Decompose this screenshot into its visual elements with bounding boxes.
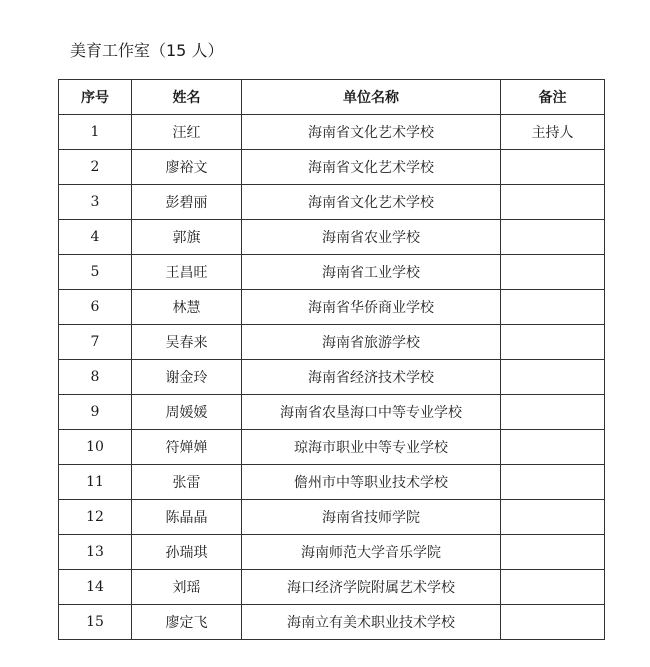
cell-name: 周媛媛 — [132, 395, 242, 430]
cell-serial-number: 10 — [59, 430, 132, 465]
cell-remarks — [501, 430, 605, 465]
cell-serial-number: 5 — [59, 255, 132, 290]
cell-serial-number: 2 — [59, 150, 132, 185]
table-row — [59, 430, 605, 465]
cell-name: 王昌旺 — [132, 255, 242, 290]
table-header-row — [59, 80, 605, 115]
cell-remarks — [501, 360, 605, 395]
cell-remarks — [501, 395, 605, 430]
cell-unit-name: 海南省农业学校 — [242, 220, 501, 255]
cell-remarks — [501, 325, 605, 360]
cell-serial-number: 3 — [59, 185, 132, 220]
table-row — [59, 150, 605, 185]
table-row — [59, 395, 605, 430]
header-unit-name: 单位名称 — [242, 80, 501, 115]
cell-remarks — [501, 500, 605, 535]
member-table — [58, 79, 605, 640]
cell-name: 林慧 — [132, 290, 242, 325]
cell-name: 郭旗 — [132, 220, 242, 255]
cell-remarks — [501, 605, 605, 640]
cell-unit-name: 海口经济学院附属艺术学校 — [242, 570, 501, 605]
cell-name: 彭碧丽 — [132, 185, 242, 220]
cell-remarks — [501, 535, 605, 570]
cell-unit-name: 海南师范大学音乐学院 — [242, 535, 501, 570]
cell-remarks: 主持人 — [501, 115, 605, 150]
cell-name: 廖定飞 — [132, 605, 242, 640]
cell-serial-number: 8 — [59, 360, 132, 395]
cell-remarks — [501, 255, 605, 290]
table-row — [59, 360, 605, 395]
cell-serial-number: 12 — [59, 500, 132, 535]
table-row — [59, 185, 605, 220]
cell-serial-number: 13 — [59, 535, 132, 570]
cell-name: 陈晶晶 — [132, 500, 242, 535]
cell-unit-name: 海南省工业学校 — [242, 255, 501, 290]
table-row — [59, 605, 605, 640]
cell-unit-name: 海南省文化艺术学校 — [242, 150, 501, 185]
cell-serial-number: 15 — [59, 605, 132, 640]
cell-name: 符婵婵 — [132, 430, 242, 465]
table-row — [59, 465, 605, 500]
cell-remarks — [501, 290, 605, 325]
table-row — [59, 535, 605, 570]
cell-remarks — [501, 185, 605, 220]
header-serial-number: 序号 — [59, 80, 132, 115]
cell-name: 孙瑞琪 — [132, 535, 242, 570]
table-row — [59, 325, 605, 360]
cell-remarks — [501, 465, 605, 500]
table-row — [59, 255, 605, 290]
table-row — [59, 220, 605, 255]
cell-serial-number: 1 — [59, 115, 132, 150]
cell-name: 汪红 — [132, 115, 242, 150]
cell-unit-name: 海南省华侨商业学校 — [242, 290, 501, 325]
cell-name: 刘瑶 — [132, 570, 242, 605]
cell-unit-name: 海南省旅游学校 — [242, 325, 501, 360]
cell-remarks — [501, 150, 605, 185]
cell-unit-name: 海南省文化艺术学校 — [242, 115, 501, 150]
cell-serial-number: 11 — [59, 465, 132, 500]
table-row — [59, 570, 605, 605]
cell-unit-name: 海南省经济技术学校 — [242, 360, 501, 395]
page-title: 美育工作室（15 人） — [70, 41, 224, 60]
header-name: 姓名 — [132, 80, 242, 115]
cell-name: 谢金玲 — [132, 360, 242, 395]
table-row — [59, 290, 605, 325]
cell-unit-name: 琼海市职业中等专业学校 — [242, 430, 501, 465]
cell-name: 吴春来 — [132, 325, 242, 360]
cell-unit-name: 海南省技师学院 — [242, 500, 501, 535]
cell-serial-number: 4 — [59, 220, 132, 255]
table-row — [59, 115, 605, 150]
cell-name: 张雷 — [132, 465, 242, 500]
cell-serial-number: 6 — [59, 290, 132, 325]
cell-unit-name: 儋州市中等职业技术学校 — [242, 465, 501, 500]
cell-serial-number: 7 — [59, 325, 132, 360]
cell-unit-name: 海南省农垦海口中等专业学校 — [242, 395, 501, 430]
table-row — [59, 500, 605, 535]
cell-name: 廖裕文 — [132, 150, 242, 185]
header-remarks: 备注 — [501, 80, 605, 115]
table-body — [59, 115, 605, 640]
cell-unit-name: 海南省文化艺术学校 — [242, 185, 501, 220]
cell-serial-number: 9 — [59, 395, 132, 430]
cell-remarks — [501, 220, 605, 255]
cell-serial-number: 14 — [59, 570, 132, 605]
cell-remarks — [501, 570, 605, 605]
cell-unit-name: 海南立有美术职业技术学校 — [242, 605, 501, 640]
